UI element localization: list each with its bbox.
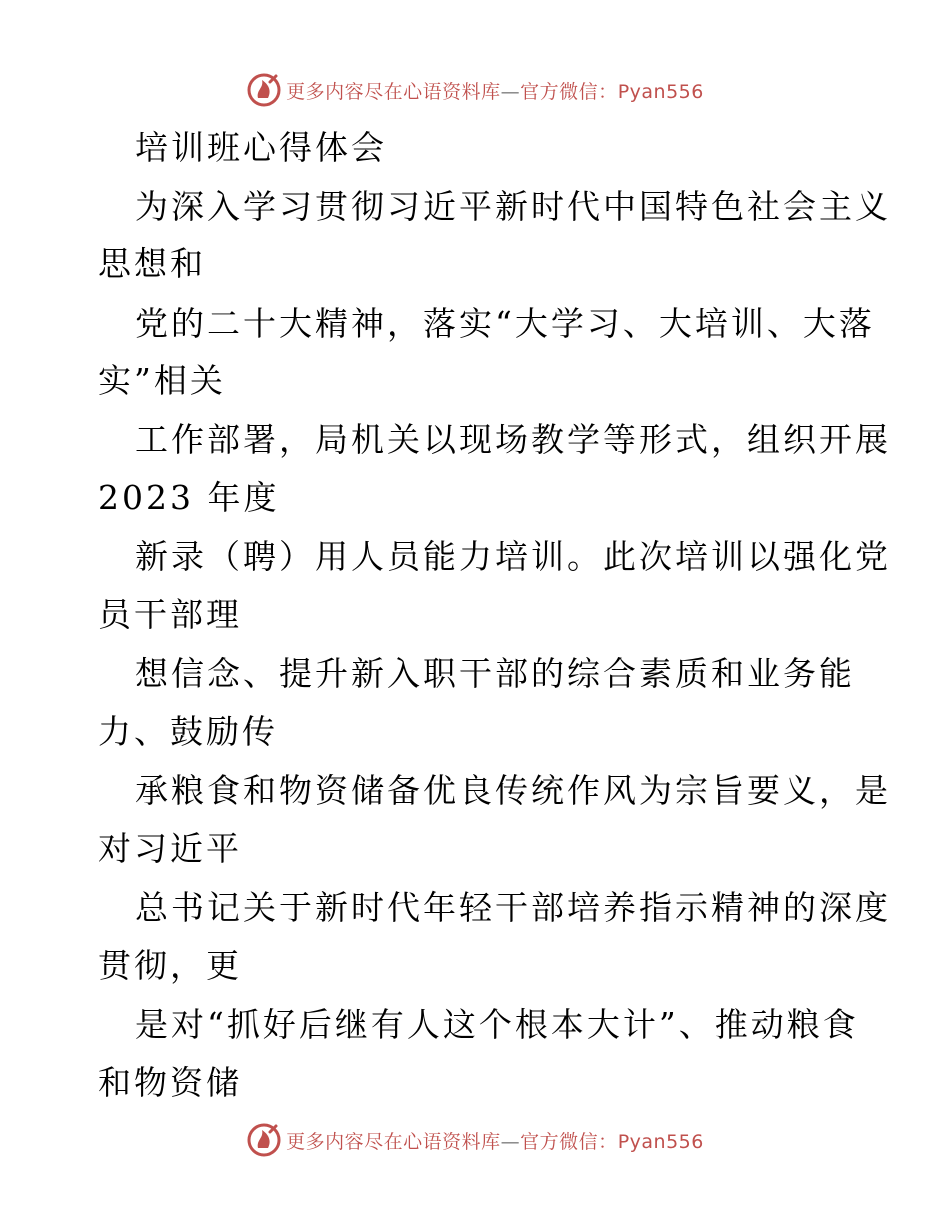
text-line: 2023 年度 — [98, 478, 280, 517]
text-line: 为深入学习贯彻习近平新时代中国特色社会主义 — [135, 187, 891, 226]
header-banner — [0, 70, 950, 110]
text-line: 员干部理 — [98, 595, 242, 634]
text-line: 对习近平 — [98, 829, 242, 868]
text-line: 思想和 — [98, 244, 206, 283]
banner-wechat-id: Pyan556 — [617, 80, 704, 103]
text-line: 想信念、提升新入职干部的综合素质和业务能 — [135, 654, 855, 693]
flame-logo-icon — [246, 72, 282, 108]
text-line: 和物资储 — [98, 1063, 242, 1102]
text-line: 贯彻，更 — [98, 946, 242, 985]
banner-wechat-id: Pyan556 — [617, 1130, 704, 1153]
footer-banner — [0, 1120, 950, 1160]
text-line: 总书记关于新时代年轻干部培养指示精神的深度 — [135, 888, 891, 927]
banner-text — [286, 1127, 704, 1154]
text-line: 党的二十大精神，落实“大学习、大培训、大落 — [135, 304, 875, 343]
text-line: 新录（聘）用人员能力培训。此次培训以强化党 — [135, 537, 891, 576]
text-line: 工作部署，局机关以现场教学等形式，组织开展 — [135, 420, 891, 459]
banner-separator: — — [500, 1130, 521, 1153]
text-line: 实”相关 — [98, 361, 226, 400]
banner-text — [286, 77, 704, 104]
banner-brand: 更多内容尽在心语资料库 — [286, 1130, 501, 1153]
banner-wechat-label: 官方微信： — [520, 80, 618, 103]
flame-logo-icon — [246, 1122, 282, 1158]
document-title: 培训班心得体会 — [135, 128, 387, 167]
text-line: 承粮食和物资储备优良传统作风为宗旨要义，是 — [135, 771, 891, 810]
banner-separator: — — [500, 80, 521, 103]
text-line: 是对“抓好后继有人这个根本大计”、推动粮食 — [135, 1005, 859, 1044]
banner-wechat-label: 官方微信： — [520, 1130, 618, 1153]
banner-brand: 更多内容尽在心语资料库 — [286, 80, 501, 103]
text-line: 力、鼓励传 — [98, 712, 278, 751]
